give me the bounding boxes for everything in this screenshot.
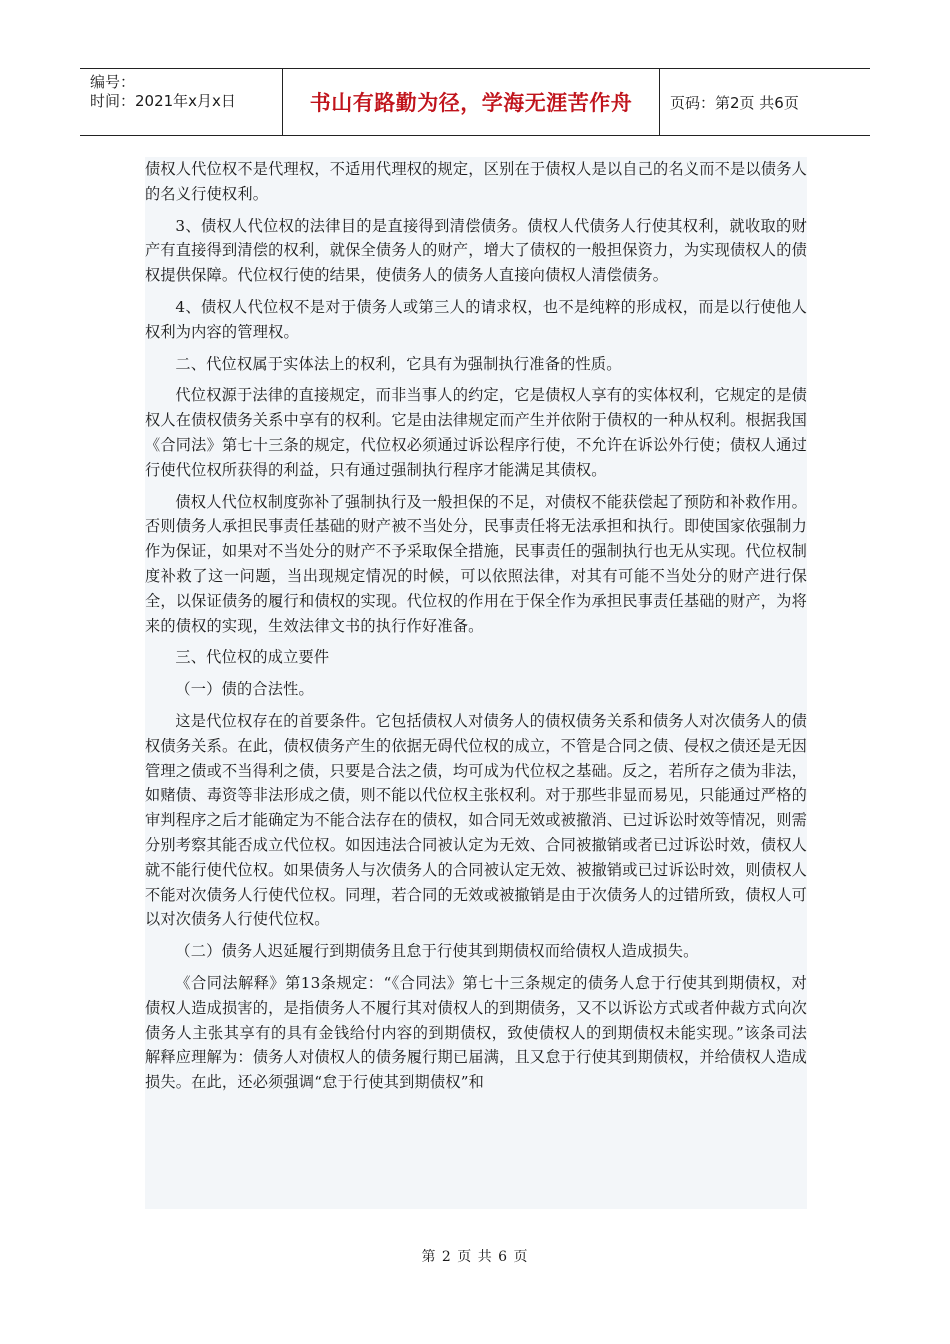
page-header <box>80 68 870 136</box>
subsection-heading: （一）债的合法性。 <box>175 680 314 699</box>
page-code: 页码：第2页 共6页 <box>670 93 799 112</box>
number-label: 编号： <box>90 73 136 91</box>
paragraph: 4、债权人代位权不是对于债务人或第三人的请求权，也不是纯粹的形成权，而是以行使他人权利为内容的管理权。 <box>145 297 807 341</box>
paragraph: 债权人代位权不是代理权，不适用代理权的规定，区别在于债权人是以自己的名义而不是以债务人的名义行使权利。 <box>145 160 807 203</box>
paragraph: 《合同法解释》第13条规定：“《合同法》第七十三条规定的债务人怠于行使其到期债权，对债权人造成损害的，是指债务人不履行其对债权人的到期债务，又不以诉讼方式或者仲裁方式向次债务人主张其享有的具有金钱给付内容的到期债权，致使债权人的到期债权未能实现。”该条司法解释应理解为：债务人对债权人的债务履行期已届满，且又怠于行使其到期债权，并给债权人造成损失。在此，还必须强调“怠于行使其到期债权”和 <box>145 973 807 1092</box>
page-footer: 第 2 页 共 6 页 <box>421 1249 529 1265</box>
subsection-heading: （二）债务人迟延履行到期债务且怠于行使其到期债权而给债权人造成损失。 <box>175 942 699 961</box>
paragraph: 债权人代位权制度弥补了强制执行及一般担保的不足，对债权不能获偿起了预防和补救作用。否则债务人承担民事责任基础的财产被不当处分，民事责任将无法承担和执行。即使国家依强制力作为保证，如果对不当处分的财产不予采取保全措施，民事责任的强制执行也无从实现。代位权制度补救了这一问题，当出现规定情况的时候，可以依照法律，对其有可能不当处分的财产进行保全，以保证债务的履行和债权的实现。代位权的作用在于保全作为承担民事责任基础的财产，为将来的债权的实现，生效法律文书的执行作好准备。 <box>145 492 807 635</box>
motto: 书山有路勤为径，学海无涯苦作舟 <box>309 91 633 115</box>
section-heading: 三、代位权的成立要件 <box>175 648 330 667</box>
header-meta <box>80 69 283 135</box>
paragraph: 代位权源于法律的直接规定，而非当事人的约定，它是债权人享有的实体权利，它规定的是债权人在债权债务关系中享有的权利。它是由法律规定而产生并依附于债权的一种从权利。根据我国《合同法》第七十三条的规定，代位权必须通过诉讼程序行使，不允许在诉讼外行使；债权人通过行使代位权所获得的利益，只有通过强制执行程序才能满足其债权。 <box>145 386 807 479</box>
document-body <box>145 157 807 1209</box>
header-page-code-cell <box>660 69 870 135</box>
section-heading: 二、代位权属于实体法上的权利，它具有为强制执行准备的性质。 <box>175 354 622 373</box>
header-motto-cell <box>283 69 660 135</box>
paragraph: 3、债权人代位权的法律目的是直接得到清偿债务。债权人代债务人行使其权利，就收取的财产有直接得到清偿的权利，就保全债务人的财产，增大了债权的一般担保资力，为实现债权人的债权提供保障。代位权行使的结果，使债务人的债务人直接向债权人清偿债务。 <box>145 216 807 285</box>
time-label: 时间：2021年x月x日 <box>90 92 236 110</box>
paragraph: 这是代位权存在的首要条件。它包括债权人对债务人的债权债务关系和债务人对次债务人的债权债务关系。在此，债权债务产生的依据无碍代位权的成立，不管是合同之债、侵权之债还是无因管理之债或不当得利之债，只要是合法之债，均可成为代位权之基础。反之，若所存之债为非法，如赌债、毒资等非法形成之债，则不能以代位权主张权利。对于那些非显而易见，只能通过严格的审判程序之后才能确定为不能合法存在的债权，如合同无效或被撤消、已过诉讼时效等情况，则需分别考察其能否成立代位权。如因违法合同被认定为无效、合同被撤销或者已过诉讼时效，债权人就不能行使代位权。如果债务人与次债务人的合同被认定无效、被撤销或已过诉讼时效，则债权人不能对次债务人行使代位权。同理，若合同的无效或被撤销是由于次债务人的过错所致，债权人可以对次债务人行使代位权。 <box>145 711 807 929</box>
